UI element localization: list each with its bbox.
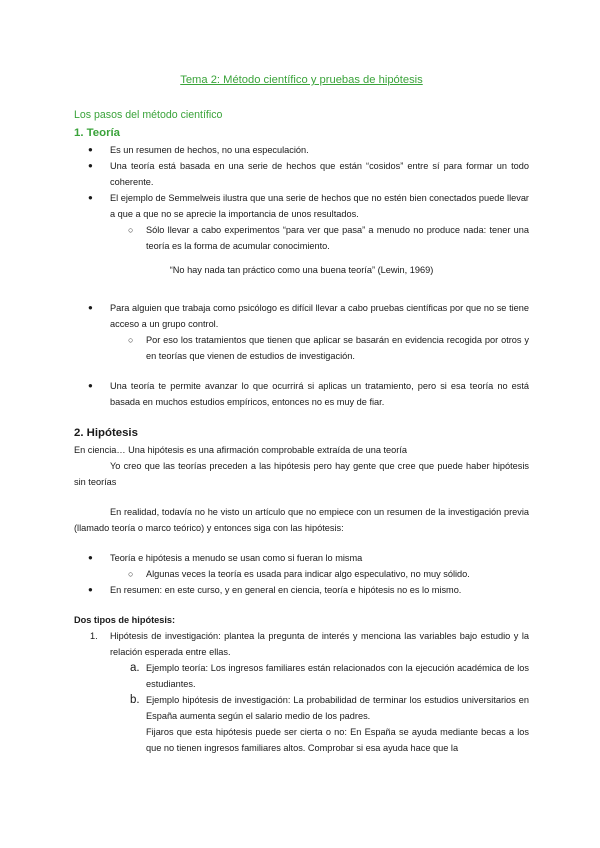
list-letter: a.: [130, 662, 140, 674]
list-item: ● Una teoría está basada en una serie de hechos que están “cosidos” entre sí para formar un todo coherente.: [74, 158, 529, 190]
sub-list-item: [74, 692, 529, 724]
list-item-text: Ejemplo hipótesis de investigación: La probabilidad de terminar los estudios universitarios en España aumenta según el salario medio de los padres.: [146, 695, 529, 721]
list-item: ● Para alguien que trabaja como psicólogo es difícil llevar a cabo pruebas científicas por que no se tiene acceso a un grupo control.: [74, 300, 529, 332]
list-letter: b.: [130, 694, 140, 706]
list-number: 1.: [90, 631, 98, 641]
dos-tipos-heading: Dos tipos de hipótesis:: [74, 615, 176, 625]
paragraph: Yo creo que las teorías preceden a las hipótesis pero hay gente que cree que puede haber hipótesis sin teorías: [74, 461, 529, 487]
paragraph: En realidad, todavía no he visto un artículo que no empiece con un resumen de la investigación previa (llamado teoría o marco teórico) y entonces siga con las hipótesis:: [74, 507, 529, 533]
heading-hipotesis: 2. Hipótesis: [74, 427, 138, 439]
section-title: Los pasos del método científico: [74, 109, 223, 121]
sub-list-item: ○ Sólo llevar a cabo experimentos “para ver que pasa” a menudo no produce nada: tener una teoría es la forma de acumular conocimiento.: [74, 222, 529, 254]
list-item: ● Una teoría te permite avanzar lo que ocurrirá si aplicas un tratamiento, pero si esa teoría no está basada en muchos estudios empíricos, entonces no es muy de fiar.: [74, 378, 529, 410]
tipos-list: [74, 628, 529, 756]
sub-list-item: ○ Por eso los tratamientos que tienen que aplicar se basarán en evidencia recogida por otros y en teorías que vienen de estudios de investigación.: [74, 332, 529, 364]
list-item: ● Es un resumen de hechos, no una especulación.: [74, 142, 529, 158]
list-item: ● El ejemplo de Semmelweis ilustra que una serie de hechos que no estén bien conectados puede llevar a que a que no se aprecie la importancia de unos resultados.: [74, 190, 529, 222]
list-item-continuation: Fijaros que esta hipótesis puede ser cierta o no: En España se ayuda mediante becas a los que no tienen ingresos familiares altos. Comprobar si esa ayuda hace que la: [146, 727, 529, 753]
sub-list-item: [74, 660, 529, 692]
document-title: Tema 2: Método científico y pruebas de hipótesis: [180, 74, 423, 86]
list-item: [74, 628, 529, 660]
document-page: [74, 70, 529, 756]
list-item-text: Hipótesis de investigación: plantea la pregunta de interés y menciona las variables bajo estudio y la relación esperada entre ellas.: [110, 631, 529, 657]
quote: “No hay nada tan práctico como una buena teoría” (Lewin, 1969): [169, 265, 434, 275]
teoria-list: [74, 142, 529, 254]
list-item: ● Teoría e hipótesis a menudo se usan como si fueran lo misma: [74, 550, 529, 566]
list-item-text: Ejemplo teoría: Los ingresos familiares están relacionados con la ejecución académica de los estudiantes.: [146, 663, 529, 689]
teoria-list-2: [74, 300, 529, 364]
sub-list-item: ○ Algunas veces la teoría es usada para indicar algo especulativo, no muy sólido.: [74, 566, 529, 582]
heading-teoria: 1. Teoría: [74, 127, 121, 139]
paragraph: En ciencia… Una hipótesis es una afirmación comprobable extraída de una teoría: [74, 445, 407, 455]
teoria-list-3: [74, 378, 529, 410]
hipotesis-list: [74, 550, 529, 598]
list-item: ● En resumen: en este curso, y en general en ciencia, teoría e hipótesis no es lo mismo.: [74, 582, 529, 598]
